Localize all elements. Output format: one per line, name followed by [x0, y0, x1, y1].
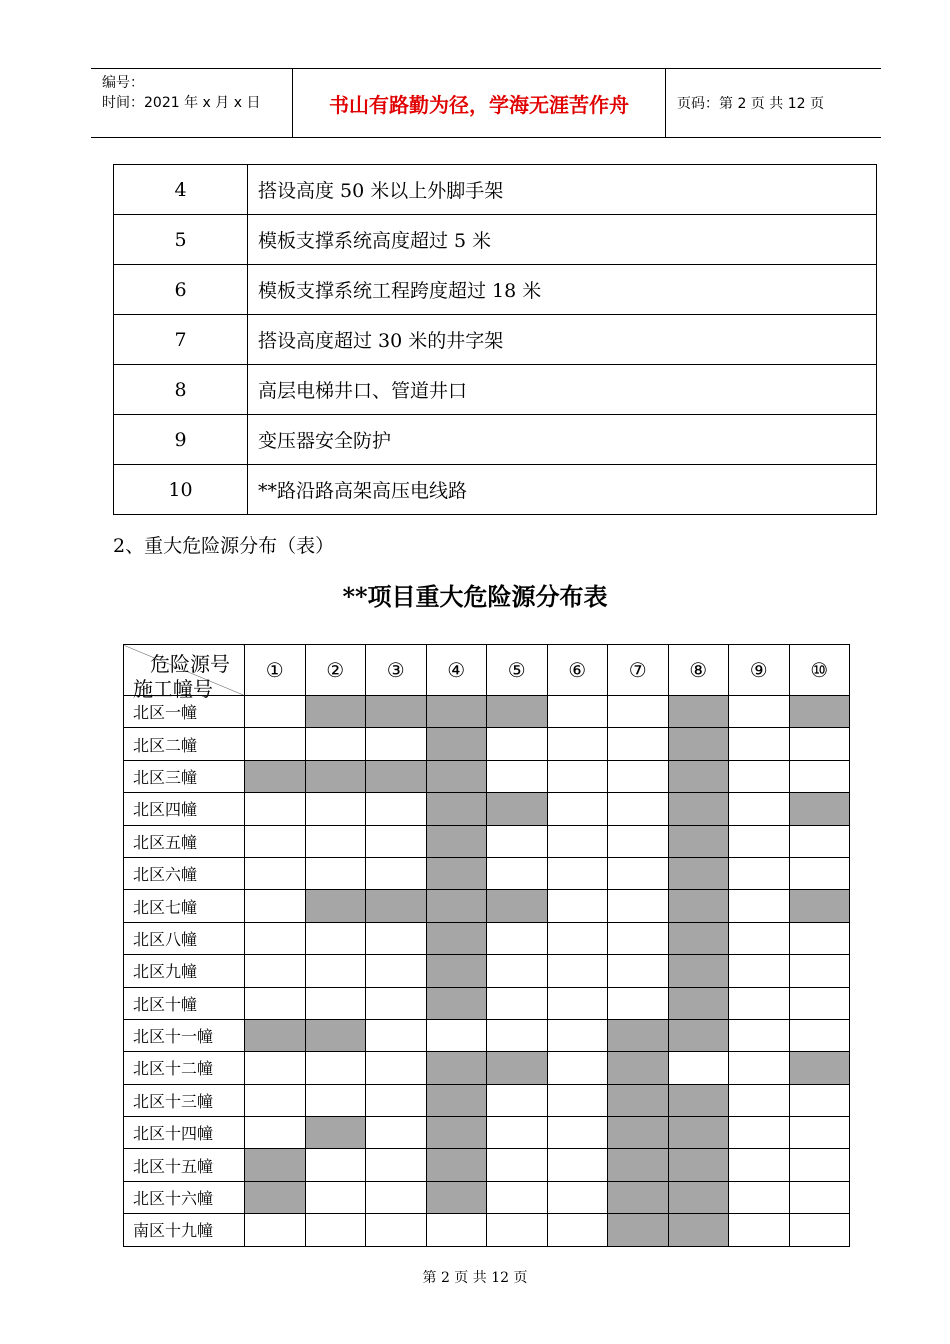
grid-cell-marked — [668, 793, 729, 825]
grid-row-label: 北区八幢 — [124, 922, 245, 954]
grid-column-header: ① — [245, 645, 306, 696]
grid-cell-marked — [426, 1084, 487, 1116]
grid-cell-empty — [426, 1019, 487, 1051]
page-header — [91, 68, 881, 138]
section-heading: 2、重大危险源分布（表） — [113, 535, 335, 557]
grid-cell-empty — [547, 1181, 608, 1213]
hazard-distribution-table — [123, 644, 850, 1247]
grid-cell-empty — [305, 922, 366, 954]
grid-cell-empty — [729, 890, 790, 922]
grid-column-header: ③ — [366, 645, 427, 696]
grid-cell-empty — [608, 987, 669, 1019]
grid-row-label: 北区五幢 — [124, 825, 245, 857]
grid-cell-marked — [608, 1214, 669, 1246]
grid-cell-empty — [729, 1019, 790, 1051]
grid-cell-empty — [547, 825, 608, 857]
grid-cell-empty — [366, 1084, 427, 1116]
grid-cell-empty — [789, 987, 850, 1019]
header-meta — [91, 69, 293, 137]
grid-cell-empty — [789, 1117, 850, 1149]
grid-cell-empty — [245, 890, 306, 922]
grid-cell-marked — [668, 696, 729, 728]
grid-cell-empty — [608, 728, 669, 760]
grid-cell-empty — [729, 1149, 790, 1181]
grid-cell-empty — [729, 1052, 790, 1084]
grid-cell-empty — [366, 825, 427, 857]
grid-row-label: 北区四幢 — [124, 793, 245, 825]
grid-cell-empty — [245, 987, 306, 1019]
grid-cell-empty — [547, 728, 608, 760]
grid-cell-marked — [789, 890, 850, 922]
list-row — [114, 415, 877, 465]
grid-cell-empty — [547, 1214, 608, 1246]
grid-cell-empty — [729, 760, 790, 792]
grid-row — [124, 987, 850, 1019]
list-row-text: 高层电梯井口、管道井口 — [248, 365, 877, 415]
list-row-text: 模板支撑系统工程跨度超过 18 米 — [248, 265, 877, 315]
grid-cell-marked — [487, 696, 548, 728]
grid-cell-empty — [608, 760, 669, 792]
header-slogan: 书山有路勤为径，学海无涯苦作舟 — [293, 69, 666, 137]
list-row-text: 模板支撑系统高度超过 5 米 — [248, 215, 877, 265]
list-row — [114, 215, 877, 265]
grid-cell-empty — [245, 728, 306, 760]
header-number-label: 编号： — [102, 75, 144, 91]
grid-cell-empty — [729, 955, 790, 987]
grid-cell-empty — [245, 1052, 306, 1084]
grid-row — [124, 1181, 850, 1213]
grid-cell-marked — [366, 760, 427, 792]
grid-cell-empty — [729, 696, 790, 728]
grid-cell-empty — [245, 825, 306, 857]
grid-cell-empty — [487, 1084, 548, 1116]
grid-cell-marked — [426, 1149, 487, 1181]
grid-cell-empty — [789, 857, 850, 889]
grid-cell-marked — [668, 1019, 729, 1051]
grid-row-label: 北区六幢 — [124, 857, 245, 889]
list-row-text: **路沿路高架高压电线路 — [248, 465, 877, 515]
grid-cell-empty — [789, 1019, 850, 1051]
grid-cell-marked — [305, 696, 366, 728]
grid-cell-marked — [668, 1117, 729, 1149]
grid-cell-empty — [487, 825, 548, 857]
grid-cell-marked — [426, 760, 487, 792]
grid-cell-marked — [789, 696, 850, 728]
grid-cell-marked — [426, 728, 487, 760]
grid-cell-empty — [487, 1149, 548, 1181]
grid-cell-empty — [729, 1214, 790, 1246]
grid-corner-cell — [124, 645, 245, 701]
grid-column-header: ⑦ — [608, 645, 669, 696]
grid-cell-empty — [366, 1117, 427, 1149]
grid-cell-empty — [305, 825, 366, 857]
grid-cell-empty — [547, 987, 608, 1019]
grid-cell-marked — [668, 987, 729, 1019]
grid-column-header: ⑥ — [547, 645, 608, 696]
grid-cell-marked — [305, 890, 366, 922]
header-time-label: 时间：2021 年 x 月 x 日 — [102, 95, 261, 111]
grid-cell-empty — [789, 728, 850, 760]
list-row-number: 7 — [114, 315, 248, 365]
grid-cell-empty — [366, 1052, 427, 1084]
grid-cell-empty — [608, 857, 669, 889]
grid-cell-marked — [426, 857, 487, 889]
list-row — [114, 465, 877, 515]
grid-cell-empty — [245, 696, 306, 728]
grid-cell-marked — [668, 728, 729, 760]
grid-cell-empty — [547, 955, 608, 987]
grid-cell-empty — [305, 857, 366, 889]
grid-cell-empty — [487, 728, 548, 760]
grid-cell-marked — [245, 1149, 306, 1181]
grid-cell-empty — [608, 955, 669, 987]
grid-cell-empty — [789, 955, 850, 987]
grid-cell-empty — [487, 955, 548, 987]
grid-row — [124, 1149, 850, 1181]
grid-column-header: ⑧ — [668, 645, 729, 696]
grid-cell-empty — [245, 793, 306, 825]
grid-row-label: 北区十二幢 — [124, 1052, 245, 1084]
grid-cell-empty — [789, 1214, 850, 1246]
grid-cell-empty — [547, 1019, 608, 1051]
grid-cell-empty — [729, 728, 790, 760]
grid-cell-empty — [305, 1052, 366, 1084]
grid-cell-empty — [366, 955, 427, 987]
grid-cell-marked — [487, 1052, 548, 1084]
grid-cell-empty — [547, 1149, 608, 1181]
list-row — [114, 315, 877, 365]
grid-cell-empty — [487, 987, 548, 1019]
grid-row-label: 北区十五幢 — [124, 1149, 245, 1181]
grid-column-header: ⑨ — [729, 645, 790, 696]
grid-cell-empty — [245, 922, 306, 954]
grid-cell-empty — [729, 922, 790, 954]
grid-cell-marked — [608, 1149, 669, 1181]
grid-row-label: 北区十四幢 — [124, 1117, 245, 1149]
grid-cell-empty — [245, 1214, 306, 1246]
grid-cell-empty — [608, 793, 669, 825]
grid-cell-empty — [547, 890, 608, 922]
corner-label-building-no: 施工幢号 — [133, 677, 213, 701]
grid-cell-marked — [245, 1019, 306, 1051]
grid-cell-empty — [789, 922, 850, 954]
grid-cell-marked — [608, 1084, 669, 1116]
grid-cell-marked — [426, 1117, 487, 1149]
grid-cell-empty — [487, 760, 548, 792]
grid-cell-empty — [305, 793, 366, 825]
grid-cell-empty — [547, 1052, 608, 1084]
grid-cell-marked — [668, 1214, 729, 1246]
grid-cell-marked — [668, 825, 729, 857]
grid-cell-empty — [487, 1181, 548, 1213]
grid-column-header: ② — [305, 645, 366, 696]
grid-cell-marked — [608, 1117, 669, 1149]
grid-cell-empty — [245, 857, 306, 889]
grid-cell-empty — [608, 890, 669, 922]
grid-cell-marked — [366, 696, 427, 728]
page-footer: 第 2 页 共 12 页 — [422, 1270, 528, 1286]
grid-row — [124, 760, 850, 792]
grid-cell-empty — [547, 857, 608, 889]
grid-row — [124, 955, 850, 987]
grid-row — [124, 1084, 850, 1116]
grid-row-label: 北区九幢 — [124, 955, 245, 987]
grid-cell-empty — [487, 1019, 548, 1051]
grid-cell-empty — [789, 1181, 850, 1213]
grid-cell-empty — [729, 1084, 790, 1116]
grid-row — [124, 1214, 850, 1246]
grid-cell-empty — [305, 1181, 366, 1213]
grid-cell-empty — [789, 825, 850, 857]
grid-cell-empty — [426, 1214, 487, 1246]
grid-cell-marked — [426, 1052, 487, 1084]
grid-cell-empty — [729, 793, 790, 825]
grid-cell-marked — [668, 1084, 729, 1116]
grid-row-label: 北区十一幢 — [124, 1019, 245, 1051]
grid-column-header: ④ — [426, 645, 487, 696]
grid-cell-empty — [547, 922, 608, 954]
grid-row-label: 北区三幢 — [124, 760, 245, 792]
grid-row — [124, 857, 850, 889]
grid-cell-empty — [547, 760, 608, 792]
grid-cell-empty — [608, 825, 669, 857]
grid-cell-empty — [789, 760, 850, 792]
grid-cell-empty — [547, 793, 608, 825]
grid-header-row — [124, 645, 850, 696]
grid-cell-marked — [668, 922, 729, 954]
grid-cell-marked — [668, 890, 729, 922]
grid-cell-empty — [366, 1019, 427, 1051]
grid-cell-marked — [487, 793, 548, 825]
grid-cell-empty — [305, 1214, 366, 1246]
grid-cell-marked — [426, 1181, 487, 1213]
grid-cell-empty — [305, 1149, 366, 1181]
corner-label-hazard-no: 危险源号 — [150, 652, 230, 676]
hazard-list-table — [113, 164, 877, 515]
grid-cell-empty — [305, 1084, 366, 1116]
grid-cell-marked — [668, 1149, 729, 1181]
grid-cell-marked — [426, 987, 487, 1019]
grid-row-label: 南区十九幢 — [124, 1214, 245, 1246]
grid-cell-marked — [789, 1052, 850, 1084]
grid-cell-empty — [729, 857, 790, 889]
grid-row — [124, 825, 850, 857]
grid-cell-empty — [547, 1117, 608, 1149]
grid-cell-empty — [366, 728, 427, 760]
grid-cell-empty — [547, 696, 608, 728]
grid-cell-marked — [305, 1019, 366, 1051]
grid-column-header: ⑤ — [487, 645, 548, 696]
grid-row — [124, 890, 850, 922]
grid-cell-marked — [305, 1117, 366, 1149]
grid-cell-marked — [426, 890, 487, 922]
list-row-text: 搭设高度 50 米以上外脚手架 — [248, 165, 877, 215]
grid-cell-marked — [426, 696, 487, 728]
grid-cell-empty — [668, 1052, 729, 1084]
grid-cell-empty — [487, 1117, 548, 1149]
grid-row-label: 北区二幢 — [124, 728, 245, 760]
grid-cell-empty — [366, 987, 427, 1019]
grid-cell-empty — [547, 1084, 608, 1116]
grid-cell-empty — [487, 922, 548, 954]
hazard-list-body — [114, 165, 877, 515]
grid-cell-empty — [305, 987, 366, 1019]
grid-cell-empty — [729, 825, 790, 857]
table-title: **项目重大危险源分布表 — [342, 582, 608, 611]
grid-cell-empty — [366, 857, 427, 889]
grid-cell-empty — [366, 922, 427, 954]
grid-row — [124, 1117, 850, 1149]
grid-cell-marked — [608, 1181, 669, 1213]
grid-cell-marked — [305, 760, 366, 792]
grid-cell-empty — [366, 1181, 427, 1213]
grid-cell-empty — [366, 793, 427, 825]
list-row-number: 5 — [114, 215, 248, 265]
grid-cell-marked — [789, 793, 850, 825]
grid-cell-marked — [668, 857, 729, 889]
hazard-distribution-body — [124, 645, 850, 1247]
grid-row — [124, 793, 850, 825]
header-page-info: 页码：第 2 页 共 12 页 — [677, 96, 824, 112]
grid-cell-marked — [426, 922, 487, 954]
grid-cell-marked — [608, 1019, 669, 1051]
grid-cell-empty — [608, 696, 669, 728]
grid-cell-empty — [789, 1084, 850, 1116]
list-row-number: 9 — [114, 415, 248, 465]
grid-cell-marked — [668, 1181, 729, 1213]
grid-row — [124, 922, 850, 954]
grid-cell-marked — [668, 955, 729, 987]
grid-cell-empty — [729, 1181, 790, 1213]
grid-row-label: 北区十三幢 — [124, 1084, 245, 1116]
grid-cell-empty — [366, 1214, 427, 1246]
grid-column-header: ⑩ — [789, 645, 850, 696]
grid-row-label: 北区十幢 — [124, 987, 245, 1019]
grid-cell-marked — [245, 760, 306, 792]
grid-cell-marked — [608, 1052, 669, 1084]
grid-cell-empty — [729, 1117, 790, 1149]
list-row-text: 搭设高度超过 30 米的井字架 — [248, 315, 877, 365]
grid-cell-empty — [305, 728, 366, 760]
list-row-number: 8 — [114, 365, 248, 415]
grid-cell-marked — [245, 1181, 306, 1213]
grid-cell-empty — [245, 1117, 306, 1149]
grid-cell-marked — [426, 825, 487, 857]
grid-cell-empty — [789, 1149, 850, 1181]
grid-row — [124, 1019, 850, 1051]
grid-cell-empty — [608, 922, 669, 954]
grid-row — [124, 1052, 850, 1084]
grid-cell-empty — [729, 987, 790, 1019]
list-row-number: 4 — [114, 165, 248, 215]
grid-row-label: 北区十六幢 — [124, 1181, 245, 1213]
list-row-number: 10 — [114, 465, 248, 515]
grid-row — [124, 728, 850, 760]
grid-cell-marked — [366, 890, 427, 922]
grid-row-label: 北区七幢 — [124, 890, 245, 922]
grid-row-label: 北区一幢 — [124, 696, 245, 728]
list-row-number: 6 — [114, 265, 248, 315]
grid-cell-empty — [366, 1149, 427, 1181]
list-row — [114, 265, 877, 315]
grid-cell-marked — [487, 890, 548, 922]
grid-cell-marked — [426, 793, 487, 825]
list-row-text: 变压器安全防护 — [248, 415, 877, 465]
grid-cell-empty — [305, 955, 366, 987]
list-row — [114, 165, 877, 215]
list-row — [114, 365, 877, 415]
grid-cell-empty — [245, 1084, 306, 1116]
grid-cell-empty — [487, 1214, 548, 1246]
grid-cell-marked — [426, 955, 487, 987]
grid-cell-empty — [245, 955, 306, 987]
grid-row — [124, 696, 850, 728]
grid-cell-marked — [668, 760, 729, 792]
grid-cell-empty — [487, 857, 548, 889]
